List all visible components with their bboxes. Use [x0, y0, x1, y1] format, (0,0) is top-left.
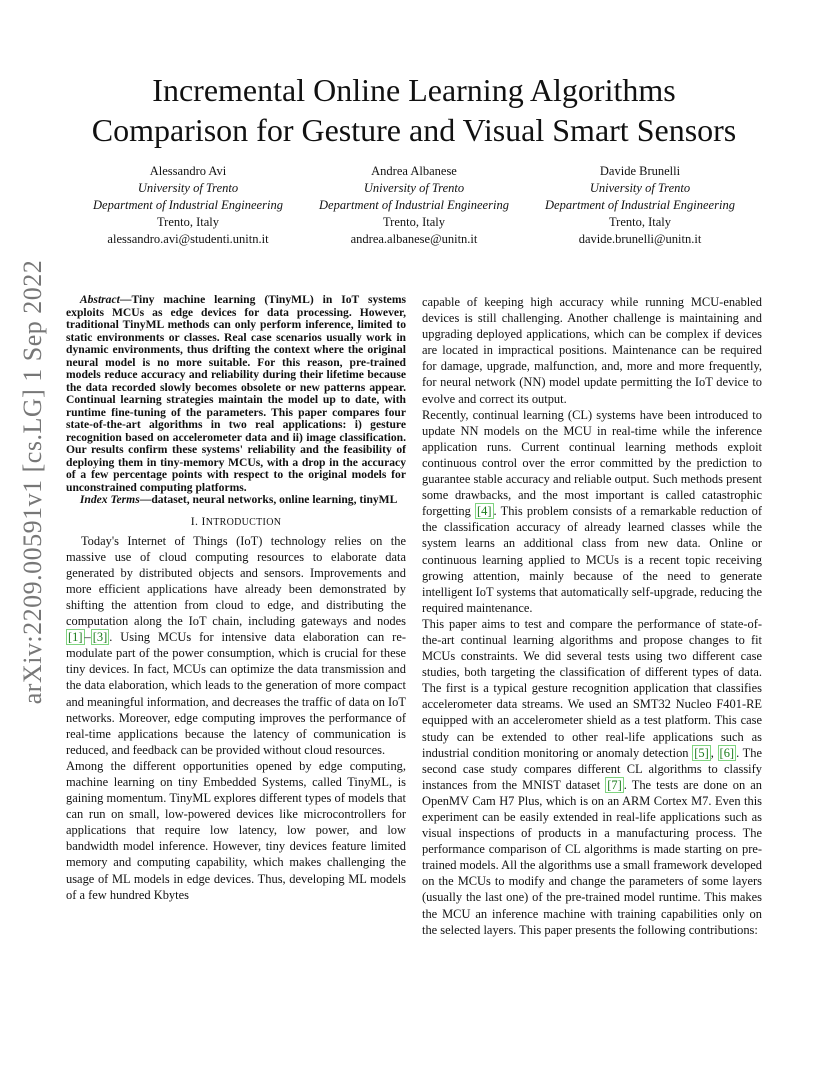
text-run: ,	[710, 745, 718, 760]
title-line-1: Incremental Online Learning Algorithms	[152, 72, 676, 108]
author-block-3	[525, 163, 755, 248]
arxiv-stamp	[18, 259, 48, 705]
text-run: Recently, continual learning (CL) systems have been introduced to update NN models on the MCU in real-time while the inference application runs. Current continual learning methods exploit continuous control over the error committed by the prediction to guarantee stable accuracy and reliable output. Such methods present some drawbacks, and the most important is called catastrophic forgetting	[422, 407, 762, 519]
author-department: Department of Industrial Engineering	[319, 198, 509, 212]
text-run: Today's Internet of Things (IoT) technology relies on the massive use of cloud computing resources to elaborate data generated by distributed objects and sensors. Improvements and more efficient applications have already been demonstrated by shifting the attention from cloud to edge, and distributing the computation along the IoT chain, including gateways and nodes	[66, 533, 406, 629]
right-paragraph-3	[422, 616, 762, 938]
author-email[interactable]: alessandro.avi@studenti.unitn.it	[107, 232, 269, 246]
paper-title	[40, 70, 788, 150]
citation-link[interactable]: [4]	[477, 504, 492, 519]
citation-link[interactable]: [1]	[68, 630, 83, 645]
abstract-text: —Tiny machine learning (TinyML) in IoT systems exploits MCUs as edge devices for data processing. However, traditional TinyML methods can only perform inference, limited to static environments or classes. Real case scenarios usually work in dynamic environments, thus drifting the context where the original neural model is no more suitable. For this reason, pre-trained models reduce accuracy and reliability during their lifetime because the data recorded slowly becomes obsolete or new patterns appear. Continual learning strategies maintain the model up to date, with runtime fine-tuning of the parameters. This paper compares four state-of-the-art algorithms in two real applications: i) gesture recognition based on accelerometer data and ii) image classification. Our results confirm these systems' reliability and the feasibility of deploying them in tiny-memory MCUs, with a drop in the accuracy of a few percentage points with respect to the original models for unconstrained computing platforms.	[66, 293, 406, 494]
title-line-2: Comparison for Gesture and Visual Smart Sensors	[91, 112, 737, 148]
section-number: I.	[190, 513, 202, 528]
author-department: Department of Industrial Engineering	[545, 198, 735, 212]
citation-link[interactable]: [3]	[92, 630, 108, 645]
text-run: . The second case study compares different CL algorithms to classify instances from the MNIST dataset	[422, 745, 762, 792]
author-block-1	[73, 163, 303, 248]
author-name: Davide Brunelli	[599, 164, 681, 178]
index-terms	[66, 494, 406, 507]
text-run: . Using MCUs for intensive data elaboration can re-modulate part of the power consumption, which is crucial for these tiny devices. In fact, MCUs can optimize the data transmission and the data elaboration, which leads to the generation of more compact and meaningful information, and decreases the traffic of data on IoT networks. Moreover, edge computing improves the performance of real-time applications because the latency of communication is reduced, and feedback can be provided without cloud resources.	[66, 630, 406, 757]
intro-paragraph-1	[66, 533, 406, 758]
section-title-first: I	[201, 513, 206, 528]
section-heading-introduction	[66, 513, 406, 531]
citation-link[interactable]: [7]	[607, 777, 622, 792]
author-location: Trento, Italy	[608, 215, 672, 229]
author-department: Department of Industrial Engineering	[93, 198, 283, 212]
author-email[interactable]: davide.brunelli@unitn.it	[578, 232, 702, 246]
abstract	[66, 294, 406, 494]
right-paragraph-1: capable of keeping high accuracy while running MCU-enabled devices is still challenging. Another challenge is maintaining and upgrading deployed applications, which can be complex if devices are located in impractical positions. Maintenance can be required for damage, upgrade, malfunction, and, more and more frequently, for neural network (NN) model update permitting the IoT device to evolve and correct its output.	[422, 295, 762, 406]
author-location: Trento, Italy	[382, 215, 446, 229]
text-run: This paper aims to test and compare the performance of state-of-the-art continual learning algorithms and propose changes to fit MCUs constraints. We did several tests using two different case studies, both targeting the classification of different types of data. The first is a typical gesture recognition application that classifies accelerometer data streams. We used an SMT32 Nucleo F401-RE equipped with an accelerometer shield as a test platform. This case study can be extended to other real-life applications such as industrial condition monitoring or anomaly detection	[422, 616, 762, 760]
author-name: Andrea Albanese	[371, 164, 457, 178]
right-column	[422, 294, 762, 938]
text-run: . The tests are done on an OpenMV Cam H7 Plus, which is on an ARM Cortex M7. Even this experiment can be easily extended in real-life applications such as visual inspections of products in a manufacturing process. The performance comparison of CL algorithms is made starting on pre-trained models. All the algorithms use a small framework developed on the MCUs to modify and change the parameters of some layers (usually the last one) of the pre-trained model runtime. This makes the MCU an inference machine with training capabilities only on the selected layers. This paper presents the following contributions:	[422, 777, 762, 937]
citation-link[interactable]: [5]	[694, 745, 709, 760]
author-block-2	[299, 163, 529, 248]
author-affiliation: University of Trento	[137, 181, 239, 195]
index-terms-label: Index Terms	[79, 493, 140, 506]
abstract-label: Abstract	[79, 293, 120, 306]
right-paragraph-2	[422, 407, 762, 616]
author-location: Trento, Italy	[156, 215, 220, 229]
text-run: –	[84, 630, 91, 645]
intro-paragraph-2: Among the different opportunities opened by edge computing, machine learning on tiny Embedded Systems, called TinyML, is gaining momentum. TinyML explores different types of models that can run on small, low-powered devices like microcontrollers for applications that require low latency, low power, and low bandwidth model inference. However, tiny devices feature limited memory and computing capability, which makes challenging the usage of ML models in edge devices. Thus, developing ML models of a few hundred Kbytes	[66, 758, 406, 902]
arxiv-id: arXiv:2209.00591v1 [cs.LG] 1 Sep 2022	[18, 259, 47, 705]
author-name: Alessandro Avi	[149, 164, 227, 178]
author-email[interactable]: andrea.albanese@unitn.it	[350, 232, 478, 246]
citation-link[interactable]: [6]	[719, 745, 735, 760]
index-terms-text: —dataset, neural networks, online learning, tinyML	[139, 493, 398, 506]
author-affiliation: University of Trento	[589, 181, 691, 195]
section-title-rest: NTRODUCTION	[205, 516, 282, 528]
left-column	[66, 294, 406, 903]
text-run: . This problem consists of a remarkable reduction of the classification accuracy of already learned classes while the system learns an additional class from new data. Online or continuous learning applied to MCUs is a recent topic receiving growing attention, mainly because of the need to generate intelligent IoT systems that automatically self-upgrade, reducing the required maintenance.	[422, 504, 762, 615]
author-affiliation: University of Trento	[363, 181, 465, 195]
